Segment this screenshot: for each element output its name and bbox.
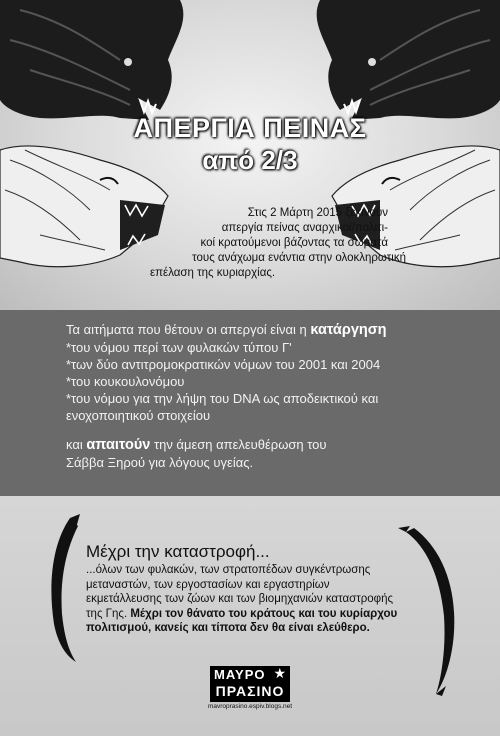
closing-line [86, 621, 406, 636]
closing-line4-bold: Μέχρι τον θάνατο του κράτους και του κυρίαρχου [130, 607, 398, 620]
logo-word1: ΜΑΥΡΟ [214, 667, 266, 682]
poster-subtitle: από 2/3 [202, 145, 298, 175]
demand-rest: την άμεση απελευθέρωση του [150, 437, 327, 452]
demand-item: *του νόμου περί των φυλακών τύπου Γ' [66, 340, 292, 355]
closing-line4-plain: της Γης. [86, 607, 131, 620]
top-section [0, 0, 500, 310]
demand-item: *των δύο αντιτρομοκρατικών νόμων του 2001 και 2004 [66, 357, 381, 372]
logo-word2: ΠΡΑΣΙΝΟ [215, 683, 285, 699]
closing-line: μεταναστών, των εργοστασίων και εργαστηρίων [86, 578, 330, 591]
closing-line [86, 607, 406, 622]
demand-release-line2: Σάββα Ξηρού για λόγους υγείας. [66, 455, 254, 470]
mavro-prasino-logo [207, 665, 293, 712]
demand-strong: απαιτούν [86, 437, 151, 453]
demands-band [0, 310, 500, 496]
intro-line: απεργία πείνας αναρχικοί/πολιτι- [221, 222, 388, 234]
intro-line: τους ανάχωμα ενάντια στην ολοκληρωτική [192, 252, 406, 264]
intro-line: κοί κρατούμενοι βάζοντας τα σώματά [200, 237, 388, 249]
closing-section [0, 496, 500, 736]
closing-line5-bold: πολιτισμού, κανείς και τίποτα δεν θα είναι ελεύθερο. [86, 622, 370, 634]
logo-url: mavroprasino.espiv.blogs.net [207, 703, 293, 710]
closing-line: ...όλων των φυλακών, των στρατοπέδων συγκέντρωσης [86, 564, 371, 576]
intro-line: Στις 2 Μάρτη 2015 ξεκινούν [247, 207, 388, 219]
demands-lead [66, 321, 476, 339]
closing-line: εκμετάλλευσης των ζώων και των βιομηχανιών καταστροφής [86, 593, 394, 605]
star-icon: ★ [273, 665, 286, 681]
demand-release [66, 436, 476, 454]
demand-item: *του νόμου για την λήψη του DNA ως αποδεικτικού και [66, 391, 379, 406]
scythe-bracket-left-icon [40, 514, 84, 664]
demand-item: *του κουκουλονόμου [66, 374, 185, 389]
demands-lead-text: Τα αιτήματα που θέτουν οι απεργοί είναι η [66, 322, 311, 337]
closing-paragraph [86, 563, 406, 636]
demand-and: και [66, 437, 87, 452]
demand-item: ενοχοποιητικού στοιχείου [66, 408, 211, 423]
intro-paragraph [150, 206, 406, 281]
closing-heading: Μέχρι την καταστροφή... [86, 542, 270, 561]
poster-title: ΑΠΕΡΓΙΑ ΠΕΙΝΑΣ [133, 113, 367, 143]
intro-line: επέλαση της κυριαρχίας. [150, 267, 276, 279]
demands-lead-strong: κατάργηση [310, 322, 387, 338]
